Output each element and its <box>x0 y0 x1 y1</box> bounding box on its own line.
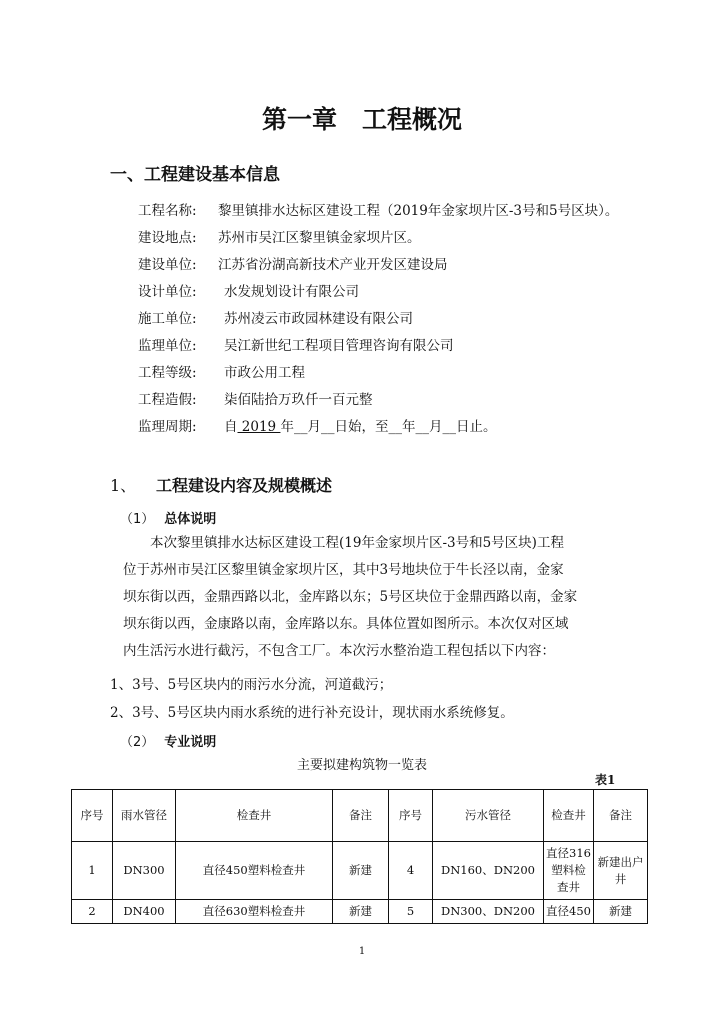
info-label: 建设地点: <box>138 230 197 246</box>
table-cell: DN160、DN200 <box>433 842 544 900</box>
info-project-name <box>138 201 618 221</box>
body-line: 内生活污水进行截污，不包含工厂。本次污水整治造工程包括以下内容： <box>123 643 555 659</box>
info-contractor <box>138 309 413 329</box>
table-cell: 4 <box>389 842 433 900</box>
table-cell: 新建 <box>333 842 389 900</box>
table-row <box>72 900 648 924</box>
info-label: 工程名称: <box>138 203 197 219</box>
body-line: 坝东街以西，金鼎西路以北，金库路以东；5号区块位于金鼎西路以南，金家 <box>123 589 578 605</box>
professional-heading <box>120 731 216 750</box>
body-line: 2、3号、5号区块内雨水系统的进行补充设计，现状雨水系统修复。 <box>110 705 514 721</box>
table-cell: 新建出户井 <box>593 842 647 900</box>
table-cell: 新建 <box>333 900 389 924</box>
info-label: 建设单位: <box>138 257 197 273</box>
body-line: 1、3号、5号区块内的雨污水分流，河道截污； <box>110 677 393 693</box>
overall-heading <box>120 508 216 527</box>
info-label: 施工单位: <box>138 311 197 327</box>
header-cell: 检查井 <box>176 790 333 842</box>
sub-heading-number: 1、 <box>110 476 137 495</box>
table-caption: 主要拟建构筑物一览表 <box>296 758 427 773</box>
info-designer <box>138 282 359 302</box>
info-value: 水发规划设计有限公司 <box>224 284 359 300</box>
chapter-title: 第一章 工程概况 <box>261 105 462 134</box>
body-line: 位于苏州市吴江区黎里镇金家坝片区，其中3号地块位于牛长泾以南，金家 <box>123 562 564 578</box>
table-cell: DN400 <box>113 900 176 924</box>
info-label: 监理周期: <box>138 419 197 435</box>
info-location <box>138 228 421 248</box>
header-cell: 备注 <box>333 790 389 842</box>
info-value: 柒佰陆拾万玖仟一百元整 <box>224 392 373 408</box>
table-cell: DN300、DN200 <box>433 900 544 924</box>
info-value: 苏州凌云市政园林建设有限公司 <box>224 311 413 327</box>
page-number: 1 <box>358 946 366 957</box>
header-cell: 序号 <box>389 790 433 842</box>
table-cell: 2 <box>72 900 113 924</box>
table-header-row <box>72 790 648 842</box>
period-prefix: 自 <box>224 419 238 435</box>
info-grade <box>138 363 305 383</box>
info-value: 市政公用工程 <box>224 365 305 381</box>
info-owner <box>138 255 448 275</box>
info-period <box>138 417 496 437</box>
table-cell: DN300 <box>113 842 176 900</box>
section-heading: 一、工程建设基本信息 <box>110 165 280 185</box>
table-cell: 直径450 <box>544 900 594 924</box>
header-cell: 检查井 <box>544 790 594 842</box>
professional-title: 专业说明 <box>164 735 217 750</box>
info-label: 监理单位: <box>138 338 197 354</box>
period-year: 2019 <box>237 419 281 435</box>
info-label: 工程等级: <box>138 365 197 381</box>
info-cost <box>138 390 373 410</box>
period-rest: 年__月__日始，至__年__月__日止。 <box>280 419 497 435</box>
header-cell: 污水管径 <box>433 790 544 842</box>
table-cell: 直径316塑料检查井 <box>544 842 594 900</box>
table-cell: 1 <box>72 842 113 900</box>
professional-number: （2） <box>120 735 155 750</box>
table-row <box>72 842 648 900</box>
sub-heading <box>110 473 332 496</box>
table-number: 表1 <box>595 773 616 787</box>
header-cell: 备注 <box>593 790 647 842</box>
info-label: 设计单位: <box>138 284 197 300</box>
overall-title: 总体说明 <box>164 512 217 527</box>
structures-table <box>71 789 648 924</box>
table-cell: 新建 <box>593 900 647 924</box>
table-cell: 直径450塑料检查井 <box>176 842 333 900</box>
body-line: 坝东街以西，金康路以南，金库路以东。具体位置如图所示。本次仅对区域 <box>123 616 569 632</box>
overall-number: （1） <box>120 512 155 527</box>
header-cell: 雨水管径 <box>113 790 176 842</box>
info-supervisor <box>138 336 454 356</box>
table-cell: 5 <box>389 900 433 924</box>
header-cell: 序号 <box>72 790 113 842</box>
body-line: 本次黎里镇排水达标区建设工程(19年金家坝片区-3号和5号区块)工程 <box>150 535 564 551</box>
table-cell: 直径630塑料检查井 <box>176 900 333 924</box>
info-value: 江苏省汾湖高新技术产业开发区建设局 <box>218 257 448 273</box>
info-value: 黎里镇排水达标区建设工程（2019年金家坝片区-3号和5号区块）。 <box>218 203 619 219</box>
sub-heading-text: 工程建设内容及规模概述 <box>156 476 333 495</box>
info-label: 工程造假: <box>138 392 197 408</box>
info-value: 苏州市吴江区黎里镇金家坝片区。 <box>218 230 421 246</box>
info-value: 吴江新世纪工程项目管理咨询有限公司 <box>224 338 454 354</box>
